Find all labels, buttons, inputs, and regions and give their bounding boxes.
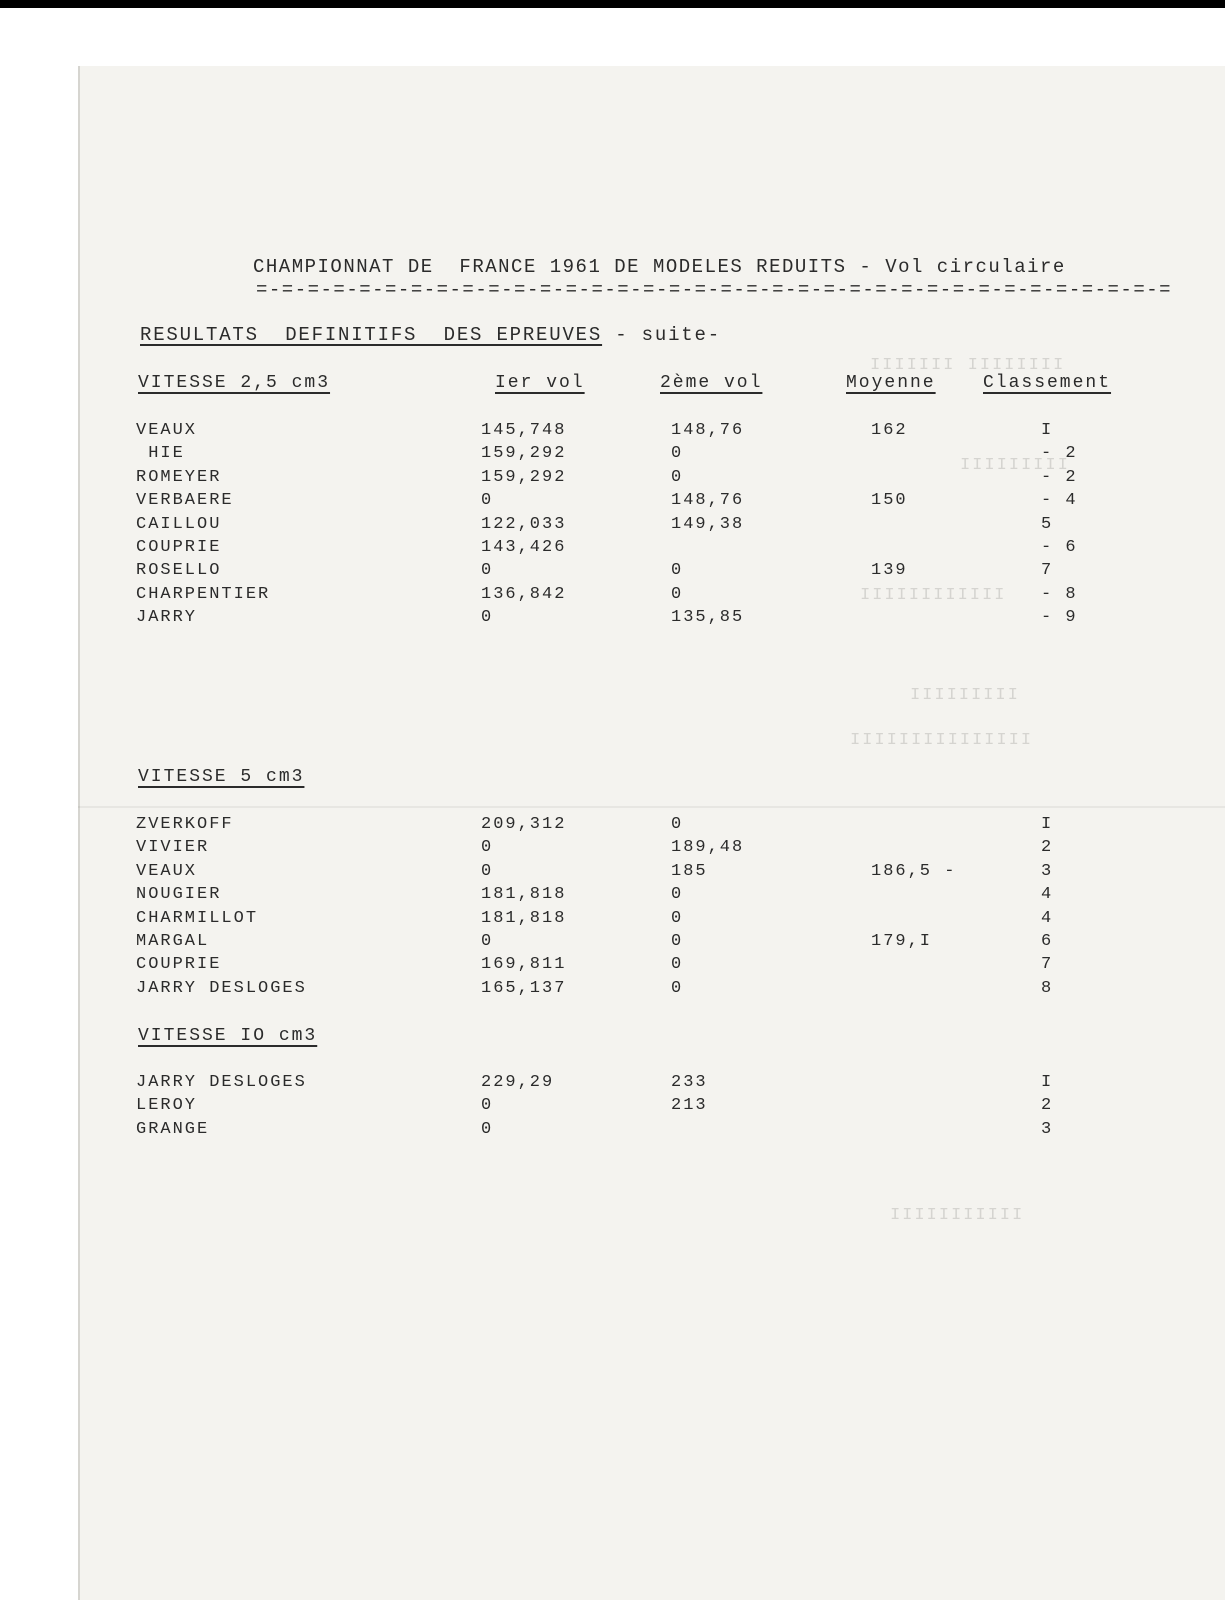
first-flight-value: 181,818 xyxy=(481,885,567,905)
table-row xyxy=(136,561,1196,584)
competitor-name: COUPRIE xyxy=(136,538,222,557)
bleed-through-mark: IIIIIIII IIIIIII xyxy=(868,356,1064,375)
second-flight-value: 0 xyxy=(671,885,684,905)
competitor-name: ZVERKOFF xyxy=(136,815,234,834)
ranking-value: I xyxy=(1041,1073,1054,1092)
table-row xyxy=(136,421,1196,444)
header-first-flight: Ier vol xyxy=(495,373,585,393)
average-value: 179,I xyxy=(871,932,933,951)
bleed-through-mark: IIIIIIIIIIIIIII xyxy=(848,731,1032,750)
second-flight-value: 0 xyxy=(671,932,684,951)
table-row xyxy=(136,608,1196,631)
competitor-name: CHARMILLOT xyxy=(136,908,259,928)
table-row xyxy=(136,515,1196,538)
table-row xyxy=(136,468,1196,491)
competitor-name: VIVIER xyxy=(136,838,210,858)
ranking-value: 2 xyxy=(1041,838,1054,858)
competitor-name: CAILLOU xyxy=(136,514,222,534)
scan-top-edge xyxy=(0,0,1225,8)
average-value: 162 xyxy=(871,421,908,440)
competitor-name: CHARPENTIER xyxy=(136,584,271,604)
title-underline: =-=-=-=-=-=-=-=-=-=-=-=-=-=-=-=-=-=-=-=-=-=-=-=-=-=-=-=-=-=-=-=-=-=-=-= xyxy=(256,279,1173,301)
first-flight-value: 0 xyxy=(481,1119,494,1139)
ranking-value: 8 xyxy=(1041,978,1054,998)
table-row xyxy=(136,1096,1196,1119)
competitor-name: ROMEYER xyxy=(136,467,222,487)
document-title: CHAMPIONNAT DE FRANCE 1961 DE MODELES REDUITS - Vol circulaire xyxy=(253,256,1066,278)
second-flight-value: 0 xyxy=(671,467,684,487)
second-flight-value: 148,76 xyxy=(671,421,745,440)
ranking-value: - 4 xyxy=(1041,491,1078,511)
bleed-through-mark: IIIIIIIIIII xyxy=(888,1206,1023,1225)
ranking-value: 5 xyxy=(1041,514,1054,534)
ranking-value: - 2 xyxy=(1041,444,1078,464)
average-value: 150 xyxy=(871,491,908,511)
competitor-name: MARGAL xyxy=(136,932,210,951)
first-flight-value: 136,842 xyxy=(481,584,567,604)
table-row xyxy=(136,909,1196,932)
first-flight-value: 181,818 xyxy=(481,908,567,928)
ranking-value: - 9 xyxy=(1041,608,1078,628)
ranking-value: - 8 xyxy=(1041,584,1078,604)
table-row xyxy=(136,932,1196,955)
first-flight-value: 0 xyxy=(481,838,494,858)
second-flight-value: 0 xyxy=(671,815,684,834)
ranking-value: 3 xyxy=(1041,1119,1054,1139)
section-label-2-5cm3: VITESSE 2,5 cm3 xyxy=(138,373,331,393)
document-subtitle xyxy=(140,324,721,346)
first-flight-value: 143,426 xyxy=(481,538,567,557)
ranking-value: 3 xyxy=(1041,861,1054,881)
first-flight-value: 0 xyxy=(481,491,494,511)
header-average: Moyenne xyxy=(846,373,936,393)
ranking-value: 4 xyxy=(1041,908,1054,928)
first-flight-value: 169,811 xyxy=(481,955,567,975)
table-row xyxy=(136,444,1196,467)
competitor-name: VERBAERE xyxy=(136,491,234,511)
ranking-value: - 2 xyxy=(1041,467,1078,487)
second-flight-value: 189,48 xyxy=(671,838,745,858)
table-row xyxy=(136,979,1196,1002)
table-row xyxy=(136,862,1196,885)
competitor-name: NOUGIER xyxy=(136,885,222,905)
second-flight-value: 0 xyxy=(671,955,684,975)
ranking-value: 4 xyxy=(1041,885,1054,905)
second-flight-value: 213 xyxy=(671,1096,708,1116)
section-label-5cm3: VITESSE 5 cm3 xyxy=(138,767,305,787)
subtitle-main: RESULTATS DEFINITIFS DES EPREUVES xyxy=(140,324,603,346)
ranking-value: 2 xyxy=(1041,1096,1054,1116)
ranking-value: 7 xyxy=(1041,561,1054,581)
table-row xyxy=(136,955,1196,978)
second-flight-value: 233 xyxy=(671,1073,708,1092)
first-flight-value: 159,292 xyxy=(481,467,567,487)
first-flight-value: 159,292 xyxy=(481,444,567,464)
second-flight-value: 149,38 xyxy=(671,514,745,534)
competitor-name: JARRY xyxy=(136,608,198,628)
competitor-name: HIE xyxy=(136,444,185,464)
first-flight-value: 209,312 xyxy=(481,815,567,834)
table-row xyxy=(136,815,1196,838)
ranking-value: 6 xyxy=(1041,932,1054,951)
first-flight-value: 229,29 xyxy=(481,1073,555,1092)
bleed-through-mark: IIIIIIIII xyxy=(908,686,1018,705)
first-flight-value: 145,748 xyxy=(481,421,567,440)
table-row xyxy=(136,1120,1196,1143)
second-flight-value: 185 xyxy=(671,861,708,881)
competitor-name: VEAUX xyxy=(136,861,198,881)
second-flight-value: 0 xyxy=(671,444,684,464)
first-flight-value: 0 xyxy=(481,932,494,951)
second-flight-value: 0 xyxy=(671,978,684,998)
competitor-name: COUPRIE xyxy=(136,955,222,975)
first-flight-value: 165,137 xyxy=(481,978,567,998)
table-row xyxy=(136,885,1196,908)
subtitle-suffix: - suite- xyxy=(602,324,721,346)
second-flight-value: 0 xyxy=(671,561,684,581)
competitor-name: JARRY DESLOGES xyxy=(136,978,307,998)
first-flight-value: 0 xyxy=(481,1096,494,1116)
ranking-value: - 6 xyxy=(1041,538,1078,557)
competitor-name: VEAUX xyxy=(136,421,198,440)
ranking-value: I xyxy=(1041,815,1054,834)
first-flight-value: 122,033 xyxy=(481,514,567,534)
table-row xyxy=(136,491,1196,514)
table-row xyxy=(136,585,1196,608)
second-flight-value: 0 xyxy=(671,584,684,604)
average-value: 186,5 - xyxy=(871,861,957,881)
bleed-through-mark: IIIIIIIIIIII xyxy=(858,586,1005,605)
section-label-10cm3: VITESSE IO cm3 xyxy=(138,1026,318,1046)
table-row xyxy=(136,838,1196,861)
paper-sheet xyxy=(78,66,1225,1600)
first-flight-value: 0 xyxy=(481,561,494,581)
first-flight-value: 0 xyxy=(481,861,494,881)
competitor-name: GRANGE xyxy=(136,1119,210,1139)
second-flight-value: 148,76 xyxy=(671,491,745,511)
first-flight-value: 0 xyxy=(481,608,494,628)
competitor-name: LEROY xyxy=(136,1096,198,1116)
ranking-value: I xyxy=(1041,421,1054,440)
header-ranking: Classement xyxy=(983,373,1112,393)
bleed-through-mark: IIIIIIIII xyxy=(958,456,1068,475)
ranking-value: 7 xyxy=(1041,955,1054,975)
second-flight-value: 0 xyxy=(671,908,684,928)
average-value: 139 xyxy=(871,561,908,581)
second-flight-value: 135,85 xyxy=(671,608,745,628)
table-row xyxy=(136,1073,1196,1096)
table-row xyxy=(136,538,1196,561)
header-second-flight: 2ème vol xyxy=(660,373,763,393)
competitor-name: JARRY DESLOGES xyxy=(136,1073,307,1092)
competitor-name: ROSELLO xyxy=(136,561,222,581)
paper-fold-line xyxy=(78,806,1225,808)
